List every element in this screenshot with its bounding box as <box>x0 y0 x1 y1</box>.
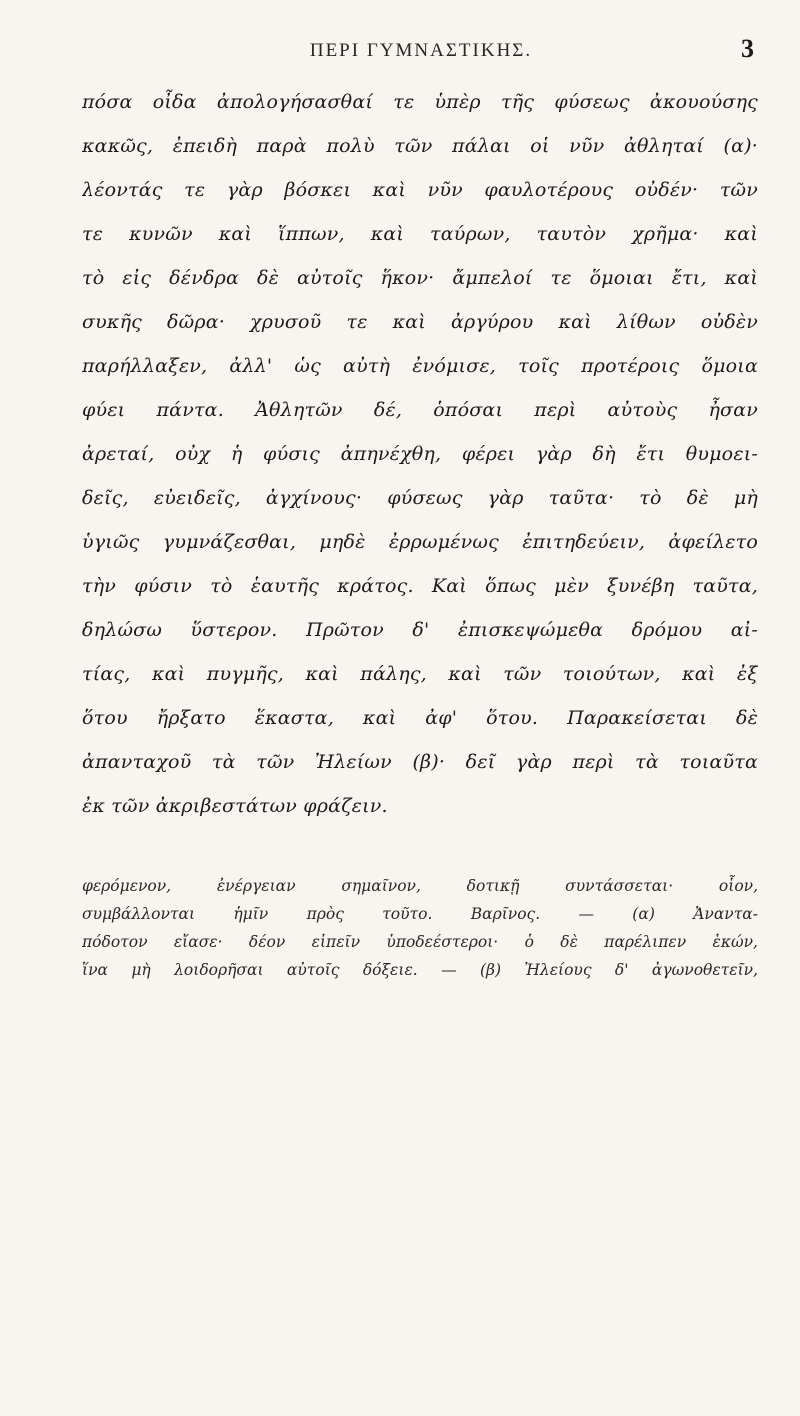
text-line: ἐκ τῶν ἀκριβεστάτων φράζειν. <box>82 795 388 817</box>
text-line: τίας, καὶ πυγμῆς, καὶ πάλης, καὶ τῶν τοιούτων, καὶ ἐξ <box>82 663 758 685</box>
text-line: κακῶς, ἐπειδὴ παρὰ πολὺ τῶν πάλαι οἱ νῦν ἀθληταί (α)· <box>82 135 758 157</box>
text-line: πόσα οἶδα ἀπολογήσασθαί τε ὑπὲρ τῆς φύσεως ἀκουούσης <box>82 91 758 113</box>
text-line: φύει πάντα. Ἀθλητῶν δέ, ὁπόσαι περὶ αὐτοὺς ἦσαν <box>82 399 758 421</box>
text-line: τὴν φύσιν τὸ ἑαυτῆς κράτος. Καὶ ὅπως μὲν ξυνέβη ταῦτα, <box>82 575 758 597</box>
footnote-line: ἵνα μὴ λοιδορῆσαι αὐτοῖς δόξειε. — (β) Ἠλείους δ' ἀγωνοθετεῖν, <box>82 961 758 979</box>
main-text <box>82 80 758 828</box>
footnote-line: φερόμενον, ἐνέργειαν σημαῖνον, δοτικῇ συντάσσεται· οἷον, <box>82 877 758 895</box>
running-head: ΠΕΡΙ ΓΥΜΝΑΣΤΙΚΗΣ. <box>309 40 533 61</box>
footnote-line: πόδοτον εἴασε· δέον εἰπεῖν ὑποδεέστεροι· ὁ δὲ παρέλιπεν ἑκών, <box>82 933 758 951</box>
text-line: ὅτου ἤρξατο ἕκαστα, καὶ ἀφ' ὅτου. Παρακείσεται δὲ <box>82 707 758 729</box>
text-line: λέοντάς τε γὰρ βόσκει καὶ νῦν φαυλοτέρους οὐδέν· τῶν <box>82 179 758 201</box>
text-line: παρήλλαξεν, ἀλλ' ὡς αὐτὴ ἐνόμισε, τοῖς προτέροις ὅμοια <box>82 355 758 377</box>
text-line: δεῖς, εὐειδεῖς, ἀγχίνους· φύσεως γὰρ ταῦτα· τὸ δὲ μὴ <box>82 487 758 509</box>
text-line: συκῆς δῶρα· χρυσοῦ τε καὶ ἀργύρου καὶ λίθων οὐδὲν <box>82 311 758 333</box>
text-line: ὑγιῶς γυμνάζεσθαι, μηδὲ ἐρρωμένως ἐπιτηδεύειν, ἀφείλετο <box>82 531 758 553</box>
footnote-line: συμβάλλονται ἡμῖν πρὸς τοῦτο. Βαρῖνος. — (α) Ἀναντα- <box>82 905 758 923</box>
footnotes <box>82 872 758 984</box>
text-line: ἀπανταχοῦ τὰ τῶν Ἠλείων (β)· δεῖ γὰρ περὶ τὰ τοιαῦτα <box>82 751 758 773</box>
page-header <box>82 30 760 74</box>
text-line: ἀρεταί, οὐχ ἡ φύσις ἀπηνέχθη, φέρει γὰρ δὴ ἔτι θυμοει- <box>82 443 758 465</box>
page-number: 3 <box>741 34 754 63</box>
text-line: τὸ εἰς δένδρα δὲ αὐτοῖς ἥκον· ἄμπελοί τε ὅμοιαι ἔτι, καὶ <box>82 267 758 289</box>
text-line: τε κυνῶν καὶ ἵππων, καὶ ταύρων, ταυτὸν χρῆμα· καὶ <box>82 223 758 245</box>
text-line: δηλώσω ὕστερον. Πρῶτον δ' ἐπισκεψώμεθα δρόμου αἰ- <box>82 619 758 641</box>
